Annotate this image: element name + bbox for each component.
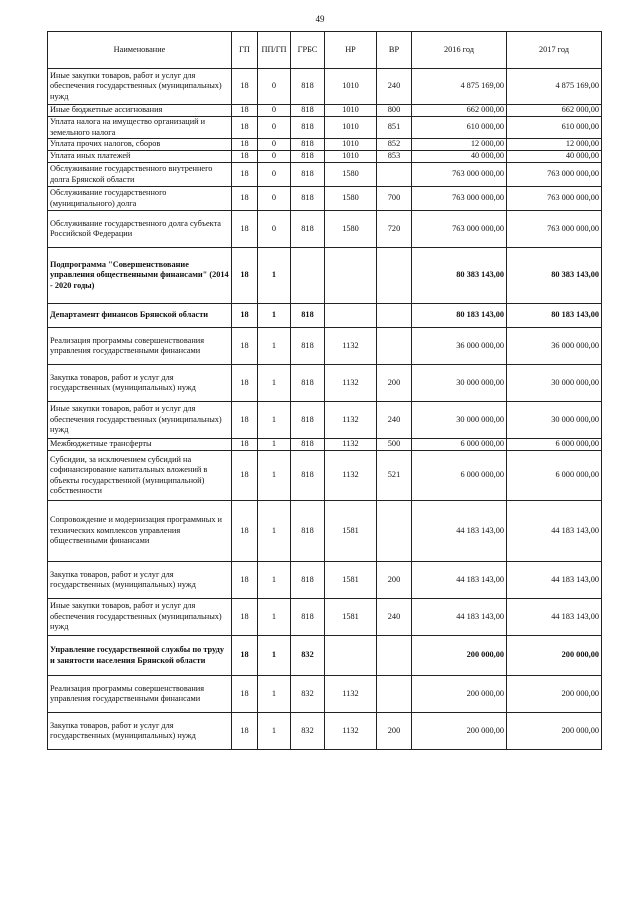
cell-gp: 18 <box>232 328 258 365</box>
cell-nr: 1580 <box>325 211 377 248</box>
cell-gp: 18 <box>232 163 258 187</box>
cell-y2016: 30 000 000,00 <box>412 402 507 439</box>
cell-grbs: 818 <box>291 562 325 599</box>
table-row <box>48 676 602 713</box>
cell-nr: 1132 <box>325 676 377 713</box>
cell-vr: 720 <box>377 211 412 248</box>
table-row <box>48 636 602 676</box>
header-row <box>48 32 602 69</box>
cell-vr <box>377 304 412 328</box>
cell-name: Межбюджетные трансферты <box>48 439 232 451</box>
cell-vr: 700 <box>377 187 412 211</box>
cell-vr <box>377 501 412 562</box>
cell-name: Подпрограмма "Совершенствование управления общественными финансами" (2014 - 2020 годы) <box>48 248 232 304</box>
cell-y2017: 4 875 169,00 <box>507 69 602 105</box>
table-row <box>48 328 602 365</box>
cell-gp: 18 <box>232 599 258 636</box>
table-row <box>48 187 602 211</box>
cell-pp: 0 <box>258 163 291 187</box>
cell-y2016: 763 000 000,00 <box>412 211 507 248</box>
cell-y2017: 763 000 000,00 <box>507 211 602 248</box>
cell-pp: 0 <box>258 105 291 117</box>
cell-vr: 240 <box>377 69 412 105</box>
cell-grbs: 818 <box>291 117 325 139</box>
cell-name: Уплата налога на имущество организаций и земельного налога <box>48 117 232 139</box>
cell-pp: 1 <box>258 439 291 451</box>
cell-gp: 18 <box>232 365 258 402</box>
cell-y2016: 200 000,00 <box>412 636 507 676</box>
cell-y2016: 200 000,00 <box>412 713 507 750</box>
cell-gp: 18 <box>232 636 258 676</box>
cell-y2017: 610 000,00 <box>507 117 602 139</box>
cell-name: Обслуживание государственного долга субъекта Российской Федерации <box>48 211 232 248</box>
cell-grbs: 818 <box>291 501 325 562</box>
page-number: 49 <box>315 14 325 24</box>
cell-pp: 1 <box>258 365 291 402</box>
cell-nr: 1010 <box>325 151 377 163</box>
cell-gp: 18 <box>232 69 258 105</box>
cell-pp: 1 <box>258 713 291 750</box>
header-gp: ГП <box>232 32 258 69</box>
cell-y2016: 44 183 143,00 <box>412 501 507 562</box>
cell-nr: 1132 <box>325 328 377 365</box>
cell-nr: 1010 <box>325 105 377 117</box>
cell-y2017: 30 000 000,00 <box>507 402 602 439</box>
cell-vr: 521 <box>377 451 412 501</box>
cell-gp: 18 <box>232 439 258 451</box>
cell-grbs: 818 <box>291 439 325 451</box>
cell-y2016: 36 000 000,00 <box>412 328 507 365</box>
cell-vr <box>377 636 412 676</box>
cell-y2016: 12 000,00 <box>412 139 507 151</box>
header-vr: ВР <box>377 32 412 69</box>
cell-pp: 1 <box>258 562 291 599</box>
cell-y2016: 6 000 000,00 <box>412 439 507 451</box>
table-row <box>48 151 602 163</box>
cell-gp: 18 <box>232 211 258 248</box>
cell-y2017: 80 183 143,00 <box>507 304 602 328</box>
header-pp: ПП/ГП <box>258 32 291 69</box>
table-row <box>48 117 602 139</box>
cell-grbs: 832 <box>291 676 325 713</box>
cell-vr: 240 <box>377 402 412 439</box>
cell-nr: 1581 <box>325 562 377 599</box>
cell-y2016: 763 000 000,00 <box>412 163 507 187</box>
cell-name: Субсидии, за исключением субсидий на софинансирование капитальных вложений в объекты государственной (муниципальной) собственности <box>48 451 232 501</box>
cell-name: Иные бюджетные ассигнования <box>48 105 232 117</box>
header-2017: 2017 год <box>507 32 602 69</box>
cell-name: Иные закупки товаров, работ и услуг для обеспечения государственных (муниципальных) нужд <box>48 69 232 105</box>
cell-pp: 0 <box>258 139 291 151</box>
cell-name: Реализация программы совершенствования управления государственными финансами <box>48 676 232 713</box>
table-row <box>48 451 602 501</box>
cell-gp: 18 <box>232 451 258 501</box>
cell-nr <box>325 248 377 304</box>
header-grbs: ГРБС <box>291 32 325 69</box>
cell-y2017: 200 000,00 <box>507 713 602 750</box>
cell-y2016: 40 000,00 <box>412 151 507 163</box>
cell-name: Обслуживание государственного внутреннего долга Брянской области <box>48 163 232 187</box>
table-row <box>48 139 602 151</box>
cell-name: Закупка товаров, работ и услуг для государственных (муниципальных) нужд <box>48 562 232 599</box>
cell-y2016: 610 000,00 <box>412 117 507 139</box>
cell-pp: 1 <box>258 636 291 676</box>
cell-nr: 1132 <box>325 451 377 501</box>
cell-vr: 853 <box>377 151 412 163</box>
cell-gp: 18 <box>232 713 258 750</box>
cell-vr: 852 <box>377 139 412 151</box>
cell-nr: 1581 <box>325 501 377 562</box>
cell-pp: 1 <box>258 304 291 328</box>
cell-y2017: 44 183 143,00 <box>507 562 602 599</box>
cell-gp: 18 <box>232 139 258 151</box>
cell-grbs: 818 <box>291 328 325 365</box>
table-row <box>48 105 602 117</box>
cell-grbs: 832 <box>291 713 325 750</box>
cell-grbs: 818 <box>291 402 325 439</box>
cell-pp: 0 <box>258 69 291 105</box>
cell-gp: 18 <box>232 248 258 304</box>
cell-nr: 1132 <box>325 402 377 439</box>
cell-pp: 1 <box>258 676 291 713</box>
cell-pp: 1 <box>258 328 291 365</box>
table-row <box>48 304 602 328</box>
cell-grbs: 818 <box>291 211 325 248</box>
cell-gp: 18 <box>232 117 258 139</box>
header-nr: НР <box>325 32 377 69</box>
cell-name: Закупка товаров, работ и услуг для государственных (муниципальных) нужд <box>48 365 232 402</box>
cell-name: Иные закупки товаров, работ и услуг для обеспечения государственных (муниципальных) нужд <box>48 599 232 636</box>
cell-y2017: 763 000 000,00 <box>507 187 602 211</box>
cell-gp: 18 <box>232 105 258 117</box>
budget-table <box>47 31 602 750</box>
cell-y2017: 36 000 000,00 <box>507 328 602 365</box>
cell-name: Реализация программы совершенствования управления государственными финансами <box>48 328 232 365</box>
cell-name: Уплата иных платежей <box>48 151 232 163</box>
table-row <box>48 248 602 304</box>
cell-pp: 1 <box>258 599 291 636</box>
cell-nr: 1010 <box>325 117 377 139</box>
cell-y2017: 763 000 000,00 <box>507 163 602 187</box>
cell-name: Управление государственной службы по труду и занятости населения Брянской области <box>48 636 232 676</box>
table-row <box>48 501 602 562</box>
cell-nr <box>325 636 377 676</box>
cell-pp: 0 <box>258 187 291 211</box>
cell-nr: 1132 <box>325 713 377 750</box>
cell-grbs <box>291 248 325 304</box>
cell-pp: 1 <box>258 501 291 562</box>
cell-y2017: 44 183 143,00 <box>507 599 602 636</box>
cell-pp: 1 <box>258 451 291 501</box>
cell-y2016: 80 383 143,00 <box>412 248 507 304</box>
cell-grbs: 818 <box>291 139 325 151</box>
cell-y2017: 662 000,00 <box>507 105 602 117</box>
cell-y2017: 40 000,00 <box>507 151 602 163</box>
cell-grbs: 818 <box>291 69 325 105</box>
cell-y2017: 12 000,00 <box>507 139 602 151</box>
table-row <box>48 599 602 636</box>
cell-y2017: 6 000 000,00 <box>507 451 602 501</box>
cell-y2016: 80 183 143,00 <box>412 304 507 328</box>
cell-gp: 18 <box>232 676 258 713</box>
cell-vr <box>377 328 412 365</box>
cell-name: Иные закупки товаров, работ и услуг для обеспечения государственных (муниципальных) нужд <box>48 402 232 439</box>
cell-nr: 1010 <box>325 69 377 105</box>
cell-vr <box>377 676 412 713</box>
cell-vr: 200 <box>377 562 412 599</box>
cell-y2016: 6 000 000,00 <box>412 451 507 501</box>
cell-y2017: 200 000,00 <box>507 636 602 676</box>
cell-y2017: 200 000,00 <box>507 676 602 713</box>
table-row <box>48 713 602 750</box>
cell-gp: 18 <box>232 187 258 211</box>
cell-gp: 18 <box>232 402 258 439</box>
cell-y2016: 44 183 143,00 <box>412 562 507 599</box>
cell-grbs: 818 <box>291 187 325 211</box>
cell-name: Закупка товаров, работ и услуг для государственных (муниципальных) нужд <box>48 713 232 750</box>
cell-pp: 0 <box>258 211 291 248</box>
table-row <box>48 402 602 439</box>
cell-vr <box>377 163 412 187</box>
cell-vr: 240 <box>377 599 412 636</box>
cell-gp: 18 <box>232 562 258 599</box>
cell-nr: 1132 <box>325 439 377 451</box>
cell-name: Департамент финансов Брянской области <box>48 304 232 328</box>
cell-name: Обслуживание государственного (муниципального) долга <box>48 187 232 211</box>
cell-vr: 200 <box>377 713 412 750</box>
cell-gp: 18 <box>232 151 258 163</box>
cell-y2017: 80 383 143,00 <box>507 248 602 304</box>
cell-y2016: 30 000 000,00 <box>412 365 507 402</box>
header-2016: 2016 год <box>412 32 507 69</box>
cell-y2017: 6 000 000,00 <box>507 439 602 451</box>
cell-gp: 18 <box>232 501 258 562</box>
cell-nr: 1580 <box>325 163 377 187</box>
cell-pp: 1 <box>258 248 291 304</box>
cell-pp: 1 <box>258 402 291 439</box>
cell-grbs: 818 <box>291 304 325 328</box>
cell-vr: 200 <box>377 365 412 402</box>
table-row <box>48 439 602 451</box>
cell-pp: 0 <box>258 151 291 163</box>
cell-nr: 1132 <box>325 365 377 402</box>
cell-grbs: 818 <box>291 599 325 636</box>
cell-nr: 1010 <box>325 139 377 151</box>
cell-nr <box>325 304 377 328</box>
table-row <box>48 211 602 248</box>
cell-y2017: 30 000 000,00 <box>507 365 602 402</box>
cell-grbs: 818 <box>291 105 325 117</box>
cell-y2016: 763 000 000,00 <box>412 187 507 211</box>
cell-grbs: 818 <box>291 365 325 402</box>
cell-y2016: 4 875 169,00 <box>412 69 507 105</box>
cell-vr: 851 <box>377 117 412 139</box>
table-row <box>48 562 602 599</box>
cell-y2017: 44 183 143,00 <box>507 501 602 562</box>
cell-y2016: 200 000,00 <box>412 676 507 713</box>
cell-name: Уплата прочих налогов, сборов <box>48 139 232 151</box>
cell-nr: 1580 <box>325 187 377 211</box>
cell-vr: 800 <box>377 105 412 117</box>
header-name: Наименование <box>48 32 232 69</box>
cell-grbs: 832 <box>291 636 325 676</box>
table-row <box>48 163 602 187</box>
cell-vr: 500 <box>377 439 412 451</box>
cell-y2016: 44 183 143,00 <box>412 599 507 636</box>
cell-grbs: 818 <box>291 151 325 163</box>
cell-pp: 0 <box>258 117 291 139</box>
cell-grbs: 818 <box>291 163 325 187</box>
cell-y2016: 662 000,00 <box>412 105 507 117</box>
cell-name: Сопровождение и модернизация программных и технических комплексов управления общественными финансами <box>48 501 232 562</box>
cell-gp: 18 <box>232 304 258 328</box>
table-row <box>48 69 602 105</box>
table-row <box>48 365 602 402</box>
cell-vr <box>377 248 412 304</box>
cell-nr: 1581 <box>325 599 377 636</box>
cell-grbs: 818 <box>291 451 325 501</box>
